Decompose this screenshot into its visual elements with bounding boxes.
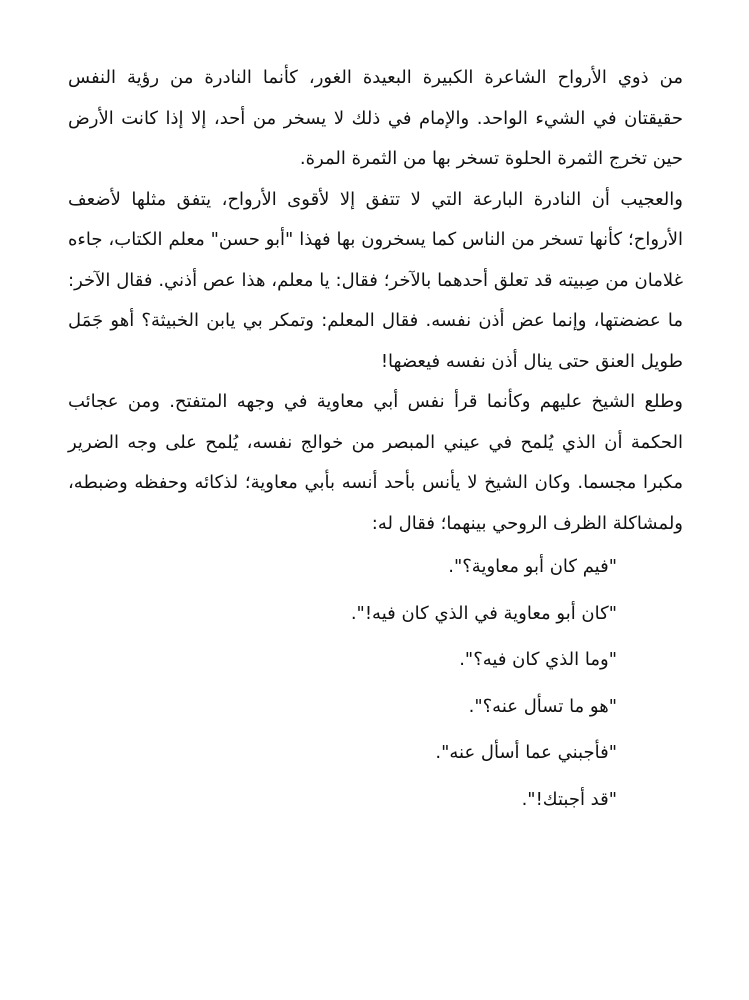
paragraph: والعجيب أن النادرة البارعة التي لا تتفق إلا لأقوى الأرواح، يتفق مثلها لأضعف الأرواح؛ كأنها تسخر من الناس كما يسخرون بها فهذا "أبو حسن" معلم الكتاب، جاءه غلامان من صِبيته قد تعلق أحدهما بالآخر؛ فقال: يا معلم، هذا عص أذني. فقال الآخر: ما عضضتها، وإنما عض أذن نفسه. فقال المعلم: وتمكر بي يابن الخبيثة؟ أهو جَمَل طويل العنق حتى ينال أذن نفسه فيعضها! bbox=[68, 188, 683, 372]
dialogue-line: "فيم كان أبو معاوية؟". bbox=[448, 556, 617, 577]
paragraph: وطلع الشيخ عليهم وكأنما قرأ نفس أبي معاوية في وجهه المتفتح. ومن عجائب الحكمة أن الذي يُلمح في عيني المبصر من خوالج نفسه، يُلمح على وجه الضرير مكبرا مجسما. وكان الشيخ لا يأنس بأحد أنسه بأبي معاوية؛ لذكائه وحفظه وضبطه، ولمشاكلة الظرف الروحي بينهما؛ فقال له: bbox=[68, 391, 683, 534]
page-body bbox=[68, 58, 683, 823]
paragraph: من ذوي الأرواح الشاعرة الكبيرة البعيدة الغور، كأنما النادرة من رؤية النفس حقيقتان في الشيء الواحد. والإمام في ذلك لا يسخر من أحد، إلا إذا كانت الأرض حين تخرج الثمرة الحلوة تسخر بها من الثمرة المرة. bbox=[68, 67, 683, 169]
dialogue-line: "كان أبو معاوية في الذي كان فيه!". bbox=[350, 602, 617, 624]
dialogue-line: "وما الذي كان فيه؟". bbox=[459, 649, 617, 670]
dialogue-list bbox=[68, 544, 683, 823]
dialogue-line: "فأجبني عما أسأل عنه". bbox=[435, 742, 617, 763]
dialogue-line: "قد أجبتك!". bbox=[521, 788, 617, 810]
dialogue-line: "هو ما تسأل عنه؟". bbox=[468, 695, 617, 717]
